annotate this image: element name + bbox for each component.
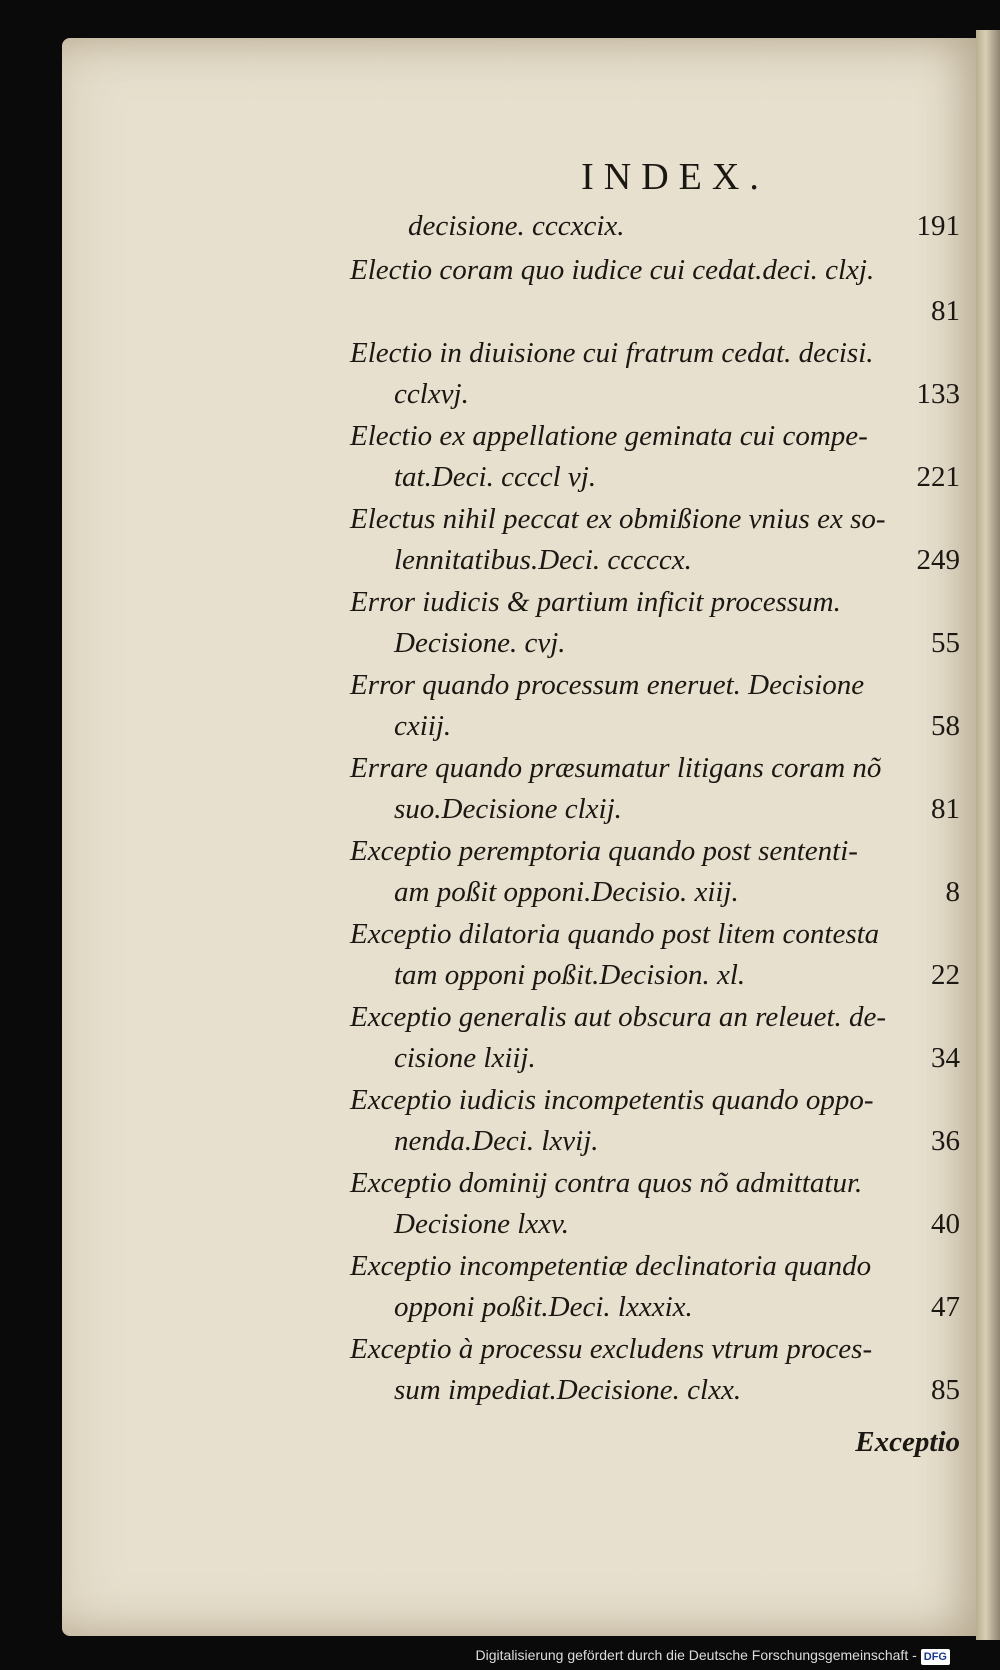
- entry-reference: nenda.Deci. lxvij.: [394, 1124, 599, 1157]
- entry-reference: am poßit opponi.Decisio. xiij.: [394, 875, 739, 908]
- entry-reference-line: [350, 789, 960, 830]
- entry-page-number: 221: [916, 460, 960, 493]
- entry-reference-line: [350, 457, 960, 498]
- entry-heading: Error iudicis & partium inficit processum.: [350, 586, 841, 618]
- entry-heading: Exceptio peremptoria quando post sententi-: [350, 835, 858, 867]
- continued-line-text: decisione. cccxcix.: [408, 210, 625, 242]
- index-entry: [350, 250, 960, 331]
- running-head: INDEX.: [581, 156, 769, 198]
- entry-heading: Electio coram quo iudice cui cedat.deci. clxj.: [350, 254, 875, 286]
- entry-page-number: 133: [916, 377, 960, 410]
- index-entry: [350, 1163, 960, 1244]
- entry-page-number: 249: [916, 543, 960, 576]
- index-entry: [350, 831, 960, 912]
- entry-page-number: 22: [931, 958, 960, 991]
- entry-reference-line: [350, 1038, 960, 1079]
- entry-heading: Error quando processum eneruet. Decisione: [350, 669, 865, 701]
- entry-page-number: 81: [931, 792, 960, 825]
- entry-page-number: 81: [931, 294, 960, 327]
- page-edge: [976, 30, 1000, 1640]
- entry-reference-line: [350, 1287, 960, 1328]
- index-entry: [350, 416, 960, 497]
- index-entry: [350, 582, 960, 663]
- entry-reference-line: [350, 374, 960, 415]
- entry-heading: Exceptio dominij contra quos nõ admittatur.: [350, 1167, 863, 1199]
- entry-reference: cisione lxiij.: [394, 1041, 536, 1074]
- index-entry: [350, 665, 960, 746]
- entry-heading: Exceptio iudicis incompetentis quando oppo-: [350, 1084, 874, 1116]
- entry-reference: suo.Decisione clxij.: [394, 792, 622, 825]
- index-entry: [350, 1329, 960, 1410]
- footer: [476, 1643, 950, 1667]
- dfg-logo: DFG: [921, 1649, 950, 1665]
- entry-page-number: 47: [931, 1290, 960, 1323]
- entry-reference: opponi poßit.Deci. lxxxix.: [394, 1290, 693, 1323]
- entry-reference-line: [350, 1370, 960, 1411]
- index-text: [350, 148, 960, 1463]
- entry-reference-line: [350, 872, 960, 913]
- catchword: Exceptio: [855, 1426, 960, 1458]
- index-entry: [350, 333, 960, 414]
- entry-heading: Electio ex appellatione geminata cui compe-: [350, 420, 868, 452]
- entry-reference: cxiij.: [394, 709, 452, 742]
- entry-heading: Exceptio generalis aut obscura an releuet. de-: [350, 1001, 887, 1033]
- entry-reference: cclxvj.: [394, 377, 469, 410]
- index-entry: [350, 914, 960, 995]
- continued-line: [350, 206, 960, 250]
- entry-reference-line: [350, 706, 960, 747]
- index-entry: [350, 1080, 960, 1161]
- index-entry: [350, 748, 960, 829]
- entry-reference-line: [350, 1121, 960, 1162]
- entry-reference: Decisione lxxv.: [394, 1207, 569, 1240]
- entry-page-number: 36: [931, 1124, 960, 1157]
- entry-reference: sum impediat.Decisione. clxx.: [394, 1373, 742, 1406]
- index-entries: [350, 250, 960, 1410]
- index-entry: [350, 499, 960, 580]
- entry-reference-line: [350, 540, 960, 581]
- entry-reference-line: [350, 623, 960, 664]
- entry-reference-line: [350, 955, 960, 996]
- entry-reference: tat.Deci. ccccl vj.: [394, 460, 597, 493]
- entry-page-number: 58: [931, 709, 960, 742]
- entry-page-number: 8: [945, 875, 960, 908]
- entry-page-number: 85: [931, 1373, 960, 1406]
- entry-heading: Exceptio à processu excludens vtrum proces-: [350, 1333, 873, 1365]
- entry-page-number: 34: [931, 1041, 960, 1074]
- entry-heading: Exceptio dilatoria quando post litem contesta: [350, 918, 880, 950]
- entry-heading: Electus nihil peccat ex obmißione vnius ex so-: [350, 503, 886, 535]
- entry-page-number: 40: [931, 1207, 960, 1240]
- footer-text: Digitalisierung gefördert durch die Deutsche Forschungsgemeinschaft -: [475, 1647, 917, 1663]
- entry-page-number: 55: [931, 626, 960, 659]
- entry-heading: Exceptio incompetentiæ declinatoria quando: [350, 1250, 872, 1282]
- entry-reference-line: [350, 1204, 960, 1245]
- entry-reference: tam opponi poßit.Decision. xl.: [394, 958, 746, 991]
- entry-reference-line: [350, 291, 960, 332]
- index-entry: [350, 1246, 960, 1327]
- continued-line-page: 191: [916, 210, 960, 242]
- index-entry: [350, 997, 960, 1078]
- entry-reference: Decisione. cvj.: [394, 626, 566, 659]
- entry-heading: Electio in diuisione cui fratrum cedat. decisi.: [350, 337, 874, 369]
- entry-reference: lennitatibus.Deci. cccccx.: [394, 543, 692, 576]
- entry-heading: Errare quando præsumatur litigans coram nõ: [350, 752, 882, 784]
